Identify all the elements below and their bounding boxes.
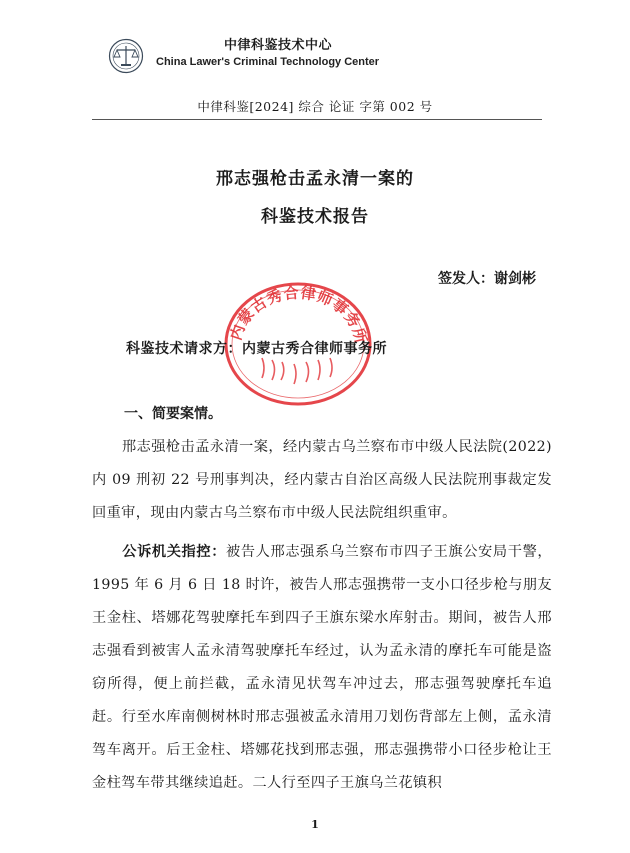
prosecution-charge-paragraph — [92, 536, 552, 800]
organization-name-en: China Lawer's Criminal Technology Center — [156, 56, 380, 68]
organization-name-cn: 中律科鉴技术中心 — [224, 38, 333, 53]
report-title-line-2: 科鉴技术报告 — [261, 207, 369, 227]
case-summary-text: 邢志强枪击孟永清一案，经内蒙古乌兰察布市中级人民法院(2022)内 09 刑初 22 号刑事判决，经内蒙古自治区高级人民法院刑事裁定发回重审，现由内蒙古乌兰察布市中级人民法院组织重审。 — [92, 439, 552, 521]
signer: 签发人：谢剑彬 — [438, 271, 536, 287]
section-heading: 一、简要案情。 — [124, 406, 222, 422]
scales-of-justice-emblem-icon — [108, 38, 144, 74]
page-number: 1 — [311, 818, 319, 831]
prosecution-charge-lead: 公诉机关指控： — [122, 544, 227, 560]
svg-text:内蒙古秀合律师事务所: 内蒙古秀合律师事务所 — [226, 283, 371, 347]
document-number: 中律科鉴[2024] 综合 论证 字第 002 号 — [197, 99, 433, 114]
header-divider — [92, 119, 542, 120]
case-summary-paragraph — [92, 431, 552, 530]
prosecution-charge-text: 被告人邢志强系乌兰察布市四子王旗公安局干警，1995 年 6 月 6 日 18 时许，被告人邢志强携带一支小口径步枪与朋友王金柱、塔娜花驾驶摩托车到四子王旗东梁水库射击。期间，被告人邢志强看到被害人孟永清驾驶摩托车经过，认为孟永清的摩托车可能是盗窃所得，便上前拦截，孟永清见状驾车冲过去，邢志强驾驶摩托车追赶。行至水库南侧树林时邢志强被孟永清用刀划伤背部左上侧，孟永清驾车离开。后王金柱、塔娜花找到邢志强，邢志强携带小口径步枪让王金柱驾车带其继续追赶。二人行至四子王旗乌兰花镇积 — [92, 544, 552, 791]
requesting-party: 科鉴技术请求方：内蒙古秀合律师事务所 — [126, 341, 387, 357]
report-title-line-1: 邢志强枪击孟永清一案的 — [216, 169, 414, 189]
